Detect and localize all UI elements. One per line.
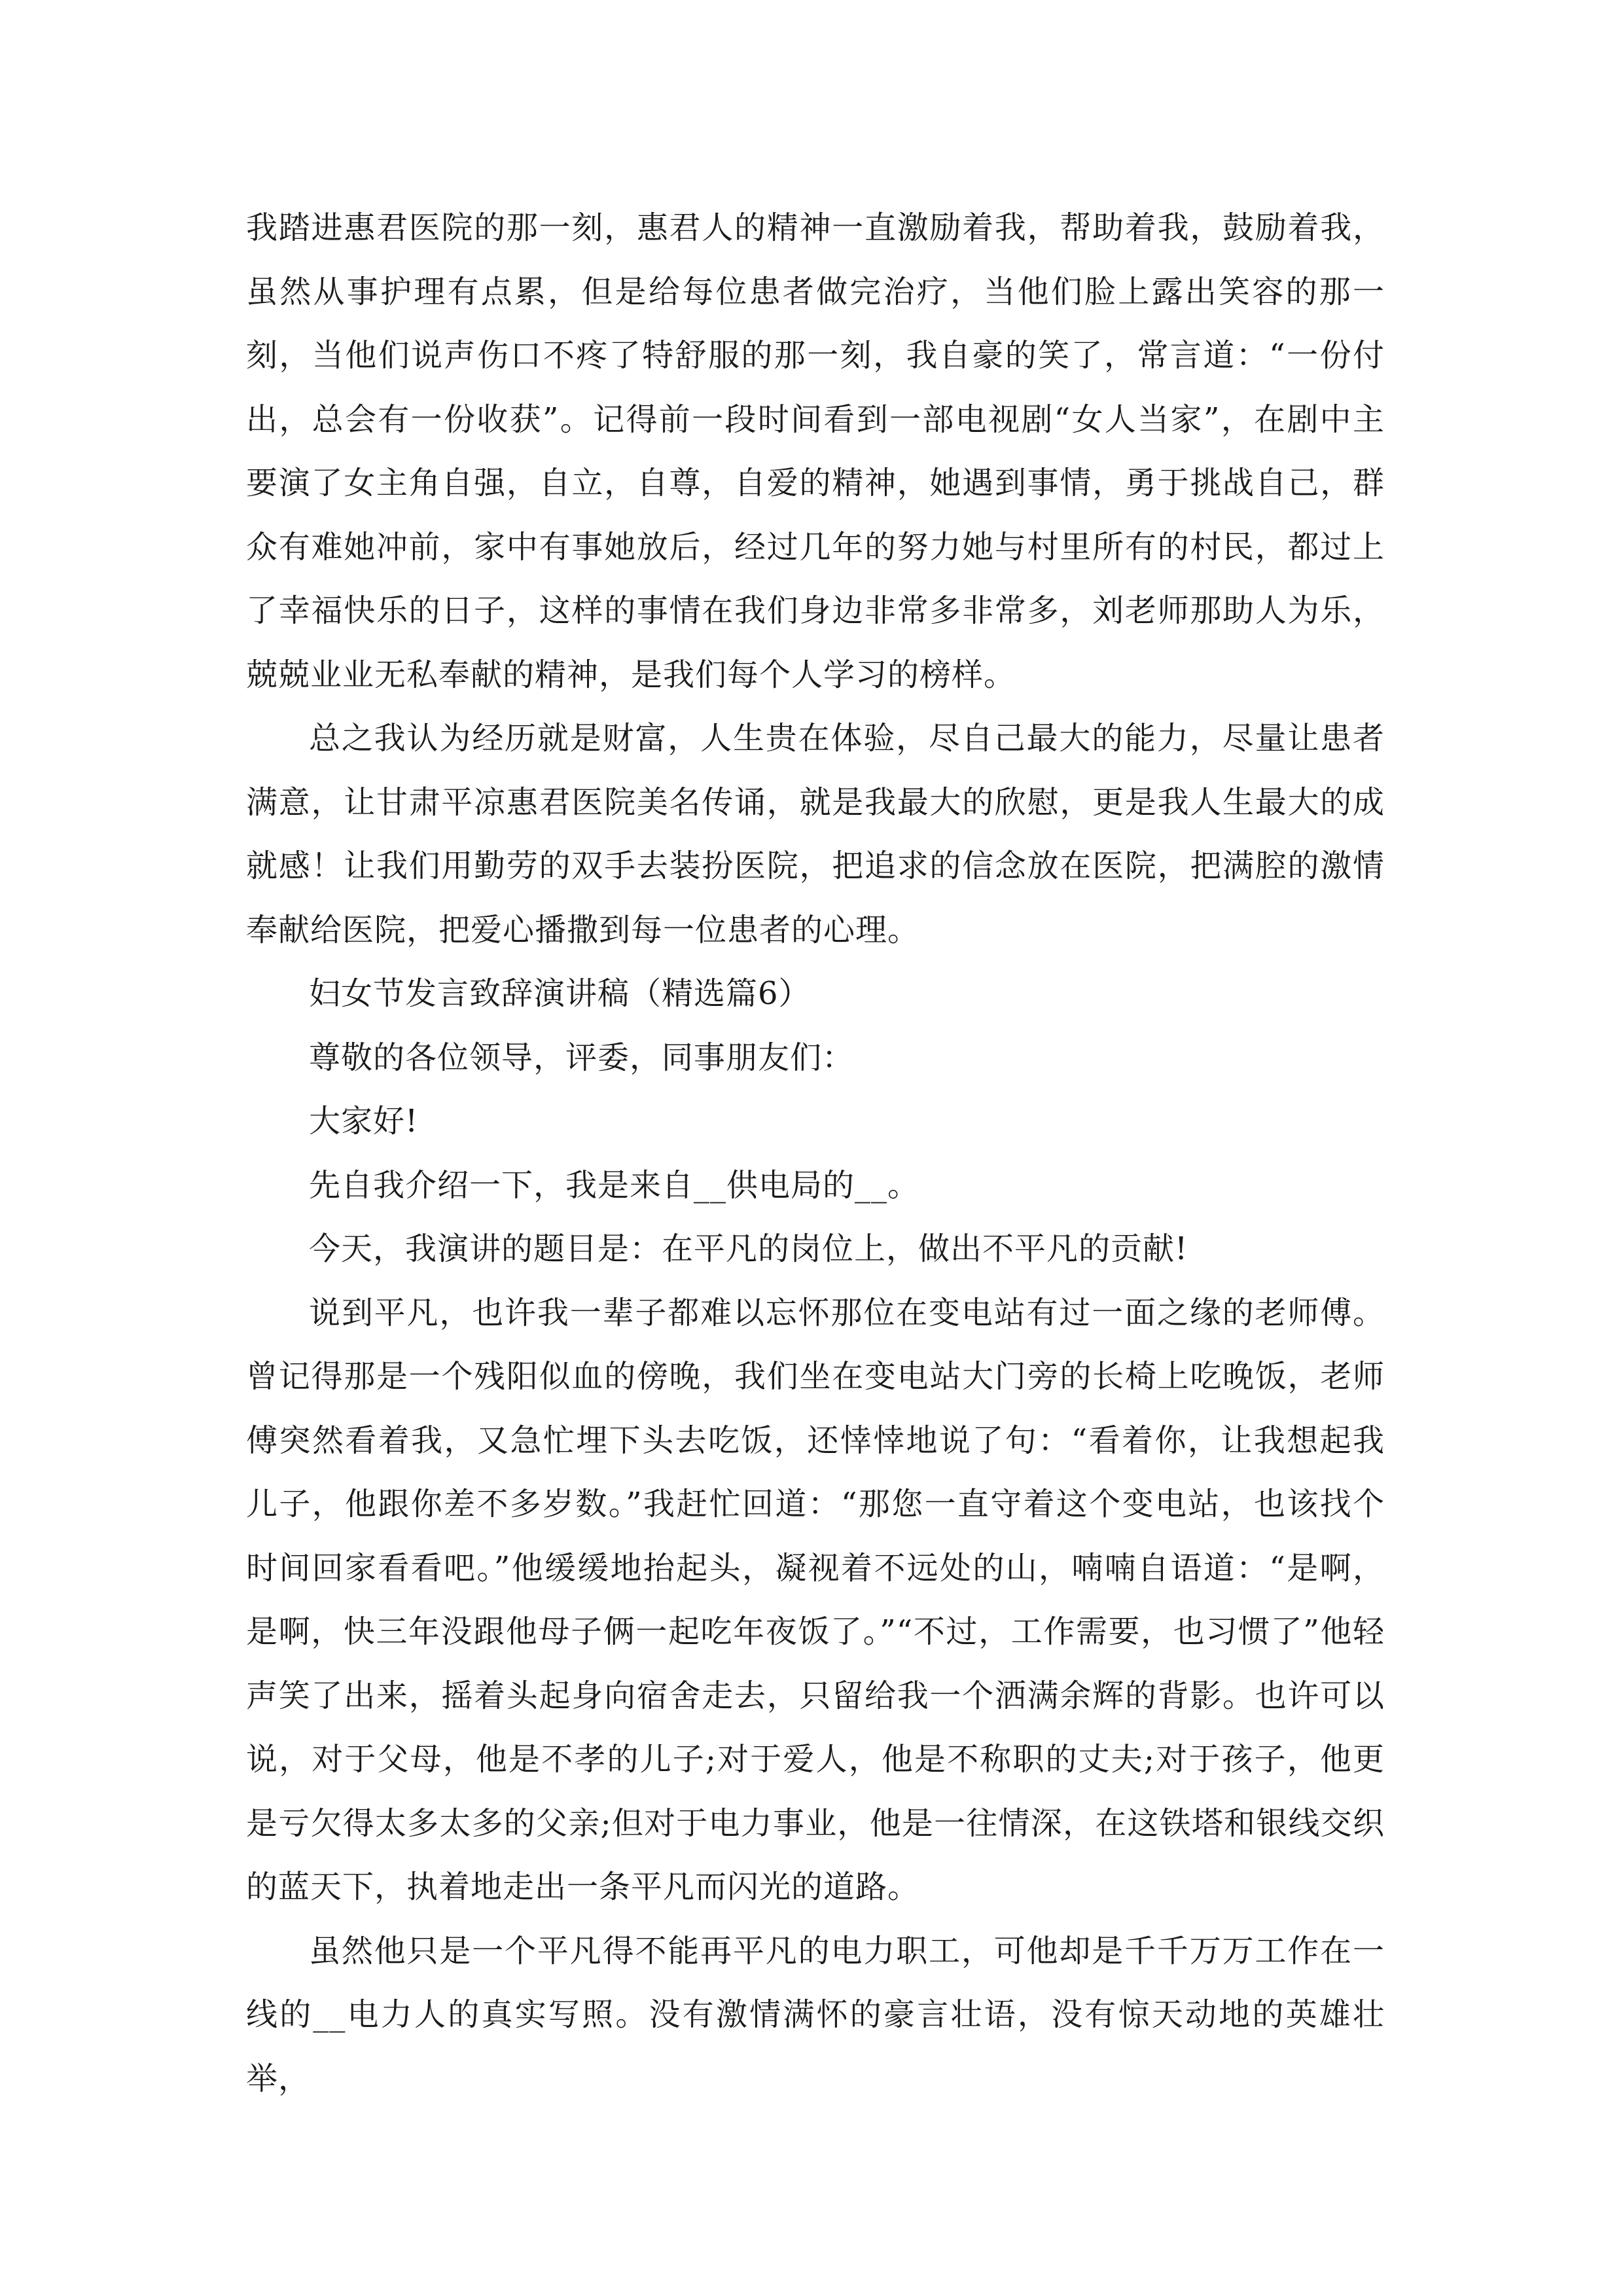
paragraph-1: 我踏进惠君医院的那一刻，惠君人的精神一直激励着我，帮助着我，鼓励着我，虽然从事护理有点累，但是给每位患者做完治疗，当他们脸上露出笑容的那一刻，当他们说声伤口不疼了特舒服的那一刻，我自豪的笑了，常言道：“一份付出，总会有一份收获”。记得前一段时间看到一部电视剧“女人当家”，在剧中主要演了女主角自强，自立，自尊，自爱的精神，她遇到事情，勇于挑战自己，群众有难她冲前，家中有事她放后，经过几年的努力她与村里所有的村民，都过上了幸福快乐的日子，这样的事情在我们身边非常多非常多，刘老师那助人为乐，兢兢业业无私奉献的精神，是我们每个人学习的榜样。	[246, 209, 1385, 693]
section-heading: 妇女节发言致辞演讲稿（精选篇6）	[309, 975, 811, 1012]
greeting: 大家好!	[309, 1103, 419, 1139]
salutation: 尊敬的各位领导，评委，同事朋友们：	[309, 1039, 855, 1076]
paragraph-2: 总之我认为经历就是财富，人生贵在体验，尽自己最大的能力，尽量让患者满意，让甘肃平凉惠君医院美名传诵，就是我最大的欣慰，更是我人生最大的成就感！让我们用勤劳的双手去装扮医院，把追求的信念放在医院，把满腔的激情奉献给医院，把爱心播撒到每一位患者的心理。	[246, 720, 1385, 948]
self-introduction: 先自我介绍一下，我是来自__供电局的__。	[309, 1166, 920, 1204]
speech-topic: 今天，我演讲的题目是：在平凡的岗位上，做出不平凡的贡献!	[309, 1230, 1188, 1267]
document-body	[246, 196, 1385, 2111]
paragraph-closing: 虽然他只是一个平凡得不能再平凡的电力职工，可他却是千千万万工作在一线的__电力人的真实写照。没有激情满怀的豪言壮语，没有惊天动地的英雄壮举，	[246, 1932, 1385, 2097]
paragraph-story: 说到平凡，也许我一辈子都难以忘怀那位在变电站有过一面之缘的老师傅。曾记得那是一个残阳似血的傍晚，我们坐在变电站大门旁的长椅上吃晚饭，老师傅突然看着我，又急忙埋下头去吃饭，还悻悻地说了句：“看着你，让我想起我儿子，他跟你差不多岁数。”我赶忙回道：“那您一直守着这个变电站，也该找个时间回家看看吧。”他缓缓地抬起头，凝视着不远处的山，喃喃自语道：“是啊，是啊，快三年没跟他母子俩一起吃年夜饭了。”“不过，工作需要，也习惯了”他轻声笑了出来，摇着头起身向宿舍走去，只留给我一个洒满余辉的背影。也许可以说，对于父母，他是不孝的儿子;对于爱人，他是不称职的丈夫;对于孩子，他更是亏欠得太多太多的父亲;但对于电力事业，他是一往情深，在这铁塔和银线交织的蓝天下，执着地走出一条平凡而闪光的道路。	[246, 1294, 1385, 1905]
